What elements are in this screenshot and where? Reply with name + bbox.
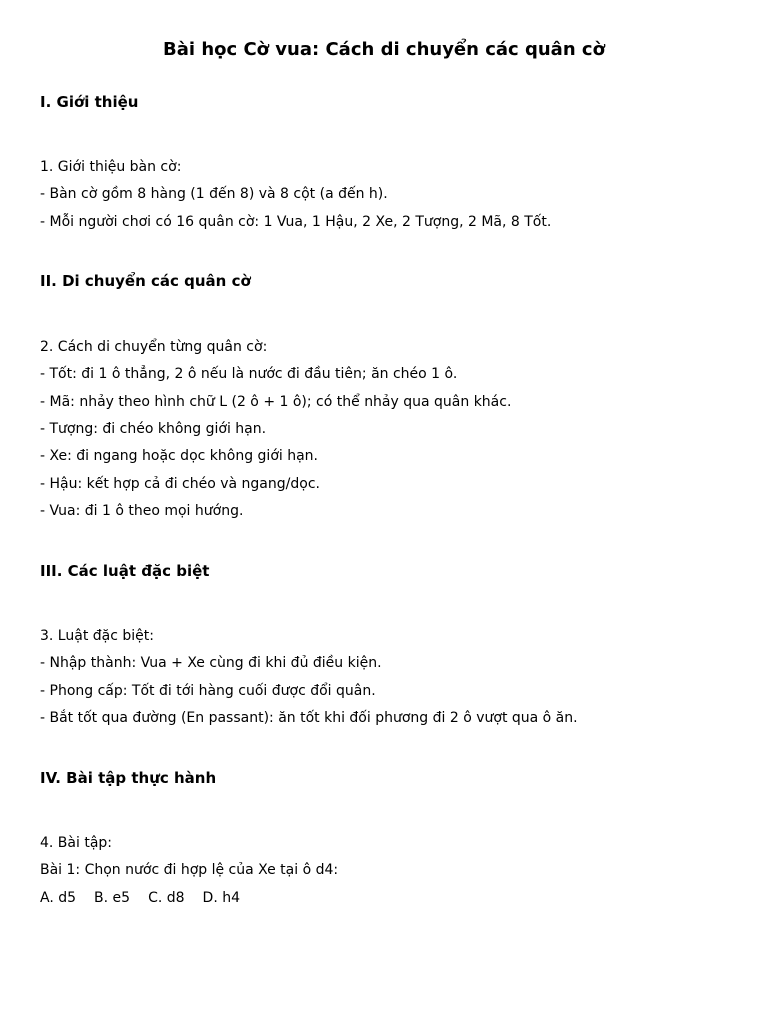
section-heading-intro: I. Giới thiệu bbox=[40, 93, 139, 111]
page-title: Bài học Cờ vua: Cách di chuyển các quân cờ bbox=[163, 39, 605, 60]
text-line: - Bàn cờ gồm 8 hàng (1 đến 8) và 8 cột (a đến h). bbox=[40, 186, 388, 202]
text-line: - Xe: đi ngang hoặc dọc không giới hạn. bbox=[40, 448, 318, 464]
text-line: 4. Bài tập: bbox=[40, 835, 113, 851]
text-line: - Hậu: kết hợp cả đi chéo và ngang/dọc. bbox=[40, 476, 320, 492]
answer-option-c: C. d8 bbox=[148, 890, 185, 906]
text-line: - Mã: nhảy theo hình chữ L (2 ô + 1 ô); có thể nhảy qua quân khác. bbox=[40, 394, 512, 410]
text-line: - Vua: đi 1 ô theo mọi hướng. bbox=[40, 503, 244, 519]
text-line: - Nhập thành: Vua + Xe cùng đi khi đủ điều kiện. bbox=[40, 655, 382, 671]
text-line: 1. Giới thiệu bàn cờ: bbox=[40, 159, 182, 175]
answer-options bbox=[40, 889, 258, 907]
text-line: - Phong cấp: Tốt đi tới hàng cuối được đổi quân. bbox=[40, 683, 376, 699]
text-line: - Tốt: đi 1 ô thẳng, 2 ô nếu là nước đi đầu tiên; ăn chéo 1 ô. bbox=[40, 366, 458, 382]
text-line: Bài 1: Chọn nước đi hợp lệ của Xe tại ô d4: bbox=[40, 862, 339, 878]
text-line: 3. Luật đặc biệt: bbox=[40, 628, 154, 644]
answer-option-a: A. d5 bbox=[40, 890, 77, 906]
text-line: - Bắt tốt qua đường (En passant): ăn tốt khi đối phương đi 2 ô vượt qua ô ăn. bbox=[40, 710, 578, 726]
section-heading-moves: II. Di chuyển các quân cờ bbox=[40, 272, 251, 290]
answer-option-b: B. e5 bbox=[94, 890, 131, 906]
answer-option-d: D. h4 bbox=[202, 890, 241, 906]
text-line: 2. Cách di chuyển từng quân cờ: bbox=[40, 339, 268, 355]
section-heading-special-rules: III. Các luật đặc biệt bbox=[40, 562, 210, 580]
text-line: - Tượng: đi chéo không giới hạn. bbox=[40, 421, 267, 437]
text-line: - Mỗi người chơi có 16 quân cờ: 1 Vua, 1 Hậu, 2 Xe, 2 Tượng, 2 Mã, 8 Tốt. bbox=[40, 214, 552, 230]
section-heading-exercises: IV. Bài tập thực hành bbox=[40, 769, 217, 787]
